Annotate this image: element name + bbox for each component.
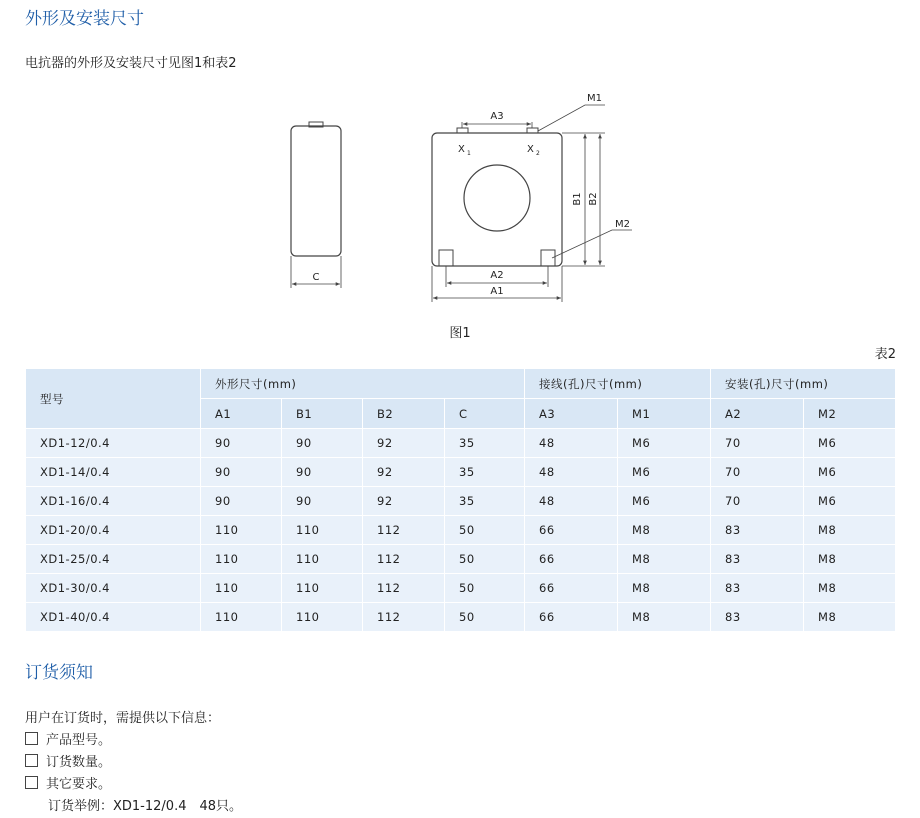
cell-m2: M8	[804, 574, 896, 603]
cell-a1: 110	[201, 574, 282, 603]
cell-b1: 110	[282, 545, 363, 574]
cell-m2: M8	[804, 603, 896, 632]
checkbox-product-model[interactable]	[25, 732, 38, 745]
cell-b2: 92	[363, 429, 445, 458]
cell-b1: 90	[282, 429, 363, 458]
cell-a1: 110	[201, 545, 282, 574]
table-row	[26, 487, 896, 516]
cell-m2: M6	[804, 487, 896, 516]
cell-b1: 90	[282, 487, 363, 516]
cell-b1: 110	[282, 603, 363, 632]
checkbox-order-quantity[interactable]	[25, 754, 38, 767]
ordering-example-text: 订货举例：XD1-12/0.4 48只。	[48, 799, 243, 814]
table-row	[26, 458, 896, 487]
section-title-dimensions: 外形及安装尺寸	[25, 9, 144, 29]
cell-a2: 70	[711, 429, 804, 458]
cell-b1: 110	[282, 516, 363, 545]
terminal-label-x1-sub: 1	[467, 150, 471, 157]
cell-m1: M8	[618, 545, 711, 574]
cell-a2: 83	[711, 603, 804, 632]
side-view	[291, 122, 341, 288]
cell-a3: 66	[525, 574, 618, 603]
ordering-item-label: 其它要求。	[46, 777, 112, 792]
dimensions-table	[25, 368, 896, 632]
cell-a3: 66	[525, 603, 618, 632]
terminal-label-x1: X	[458, 144, 465, 155]
cell-m1: M8	[618, 603, 711, 632]
dim-label-a1: A1	[490, 286, 504, 297]
header-group-outline: 外形尺寸(mm)	[201, 369, 525, 399]
cell-model: XD1-25/0.4	[26, 545, 201, 574]
dim-label-b2: B2	[588, 192, 599, 206]
ordering-info	[25, 708, 242, 818]
dim-label-m2: M2	[615, 219, 630, 230]
ordering-item-label: 产品型号。	[46, 733, 112, 748]
cell-model: XD1-16/0.4	[26, 487, 201, 516]
cell-model: XD1-30/0.4	[26, 574, 201, 603]
dim-label-a3: A3	[490, 111, 504, 122]
cell-c: 50	[445, 545, 525, 574]
cell-b2: 92	[363, 458, 445, 487]
header-model: 型号	[26, 369, 201, 429]
cell-c: 50	[445, 574, 525, 603]
cell-m1: M6	[618, 429, 711, 458]
dim-label-b1: B1	[572, 192, 583, 206]
dimensions-intro-text: 电抗器的外形及安装尺寸见图1和表2	[25, 56, 237, 71]
cell-c: 35	[445, 429, 525, 458]
cell-m1: M6	[618, 487, 711, 516]
cell-a1: 90	[201, 429, 282, 458]
cell-a1: 90	[201, 458, 282, 487]
cell-a3: 66	[525, 545, 618, 574]
cell-a2: 83	[711, 516, 804, 545]
header-group-mounting: 安装(孔)尺寸(mm)	[711, 369, 896, 399]
cell-c: 50	[445, 603, 525, 632]
reactor-outline-drawing	[270, 85, 650, 315]
header-group-terminal: 接线(孔)尺寸(mm)	[525, 369, 711, 399]
cell-a3: 66	[525, 516, 618, 545]
cell-a2: 83	[711, 574, 804, 603]
header-a2: A2	[711, 399, 804, 429]
section-title-ordering: 订货须知	[25, 663, 93, 683]
table-row	[26, 603, 896, 632]
cell-m2: M8	[804, 516, 896, 545]
cell-c: 35	[445, 487, 525, 516]
cell-a2: 70	[711, 487, 804, 516]
cell-m1: M8	[618, 516, 711, 545]
dim-label-a2: A2	[490, 270, 504, 281]
ordering-item-label: 订货数量。	[46, 755, 112, 770]
header-b2: B2	[363, 399, 445, 429]
cell-a2: 70	[711, 458, 804, 487]
dim-label-c: C	[312, 272, 320, 283]
ordering-item	[25, 752, 242, 774]
front-view	[432, 105, 632, 302]
cell-model: XD1-14/0.4	[26, 458, 201, 487]
cell-a3: 48	[525, 429, 618, 458]
cell-b1: 90	[282, 458, 363, 487]
cell-m2: M6	[804, 458, 896, 487]
cell-a3: 48	[525, 487, 618, 516]
cell-m2: M8	[804, 545, 896, 574]
cell-b1: 110	[282, 574, 363, 603]
header-a3: A3	[525, 399, 618, 429]
header-b1: B1	[282, 399, 363, 429]
header-m1: M1	[618, 399, 711, 429]
cell-b2: 112	[363, 516, 445, 545]
cell-c: 35	[445, 458, 525, 487]
cell-m1: M8	[618, 574, 711, 603]
cell-a1: 90	[201, 487, 282, 516]
ordering-item	[25, 774, 242, 796]
table-row	[26, 574, 896, 603]
cell-a1: 110	[201, 516, 282, 545]
cell-b2: 112	[363, 603, 445, 632]
cell-model: XD1-20/0.4	[26, 516, 201, 545]
terminal-label-x2-sub: 2	[536, 150, 540, 157]
cell-a3: 48	[525, 458, 618, 487]
table-row	[26, 429, 896, 458]
cell-a2: 83	[711, 545, 804, 574]
dim-label-m1: M1	[587, 93, 602, 104]
table-row	[26, 545, 896, 574]
header-a1: A1	[201, 399, 282, 429]
figure-caption: 图1	[449, 326, 471, 341]
cell-model: XD1-12/0.4	[26, 429, 201, 458]
cell-b2: 112	[363, 574, 445, 603]
table-caption: 表2	[874, 347, 896, 362]
cell-a1: 110	[201, 603, 282, 632]
table-row	[26, 516, 896, 545]
ordering-item	[25, 730, 242, 752]
cell-m2: M6	[804, 429, 896, 458]
header-m2: M2	[804, 399, 896, 429]
cell-c: 50	[445, 516, 525, 545]
ordering-intro-text: 用户在订货时，需提供以下信息：	[25, 711, 221, 726]
terminal-label-x2: X	[527, 144, 534, 155]
cell-b2: 112	[363, 545, 445, 574]
cell-model: XD1-40/0.4	[26, 603, 201, 632]
cell-m1: M6	[618, 458, 711, 487]
cell-b2: 92	[363, 487, 445, 516]
checkbox-other-requirements[interactable]	[25, 776, 38, 789]
header-c: C	[445, 399, 525, 429]
